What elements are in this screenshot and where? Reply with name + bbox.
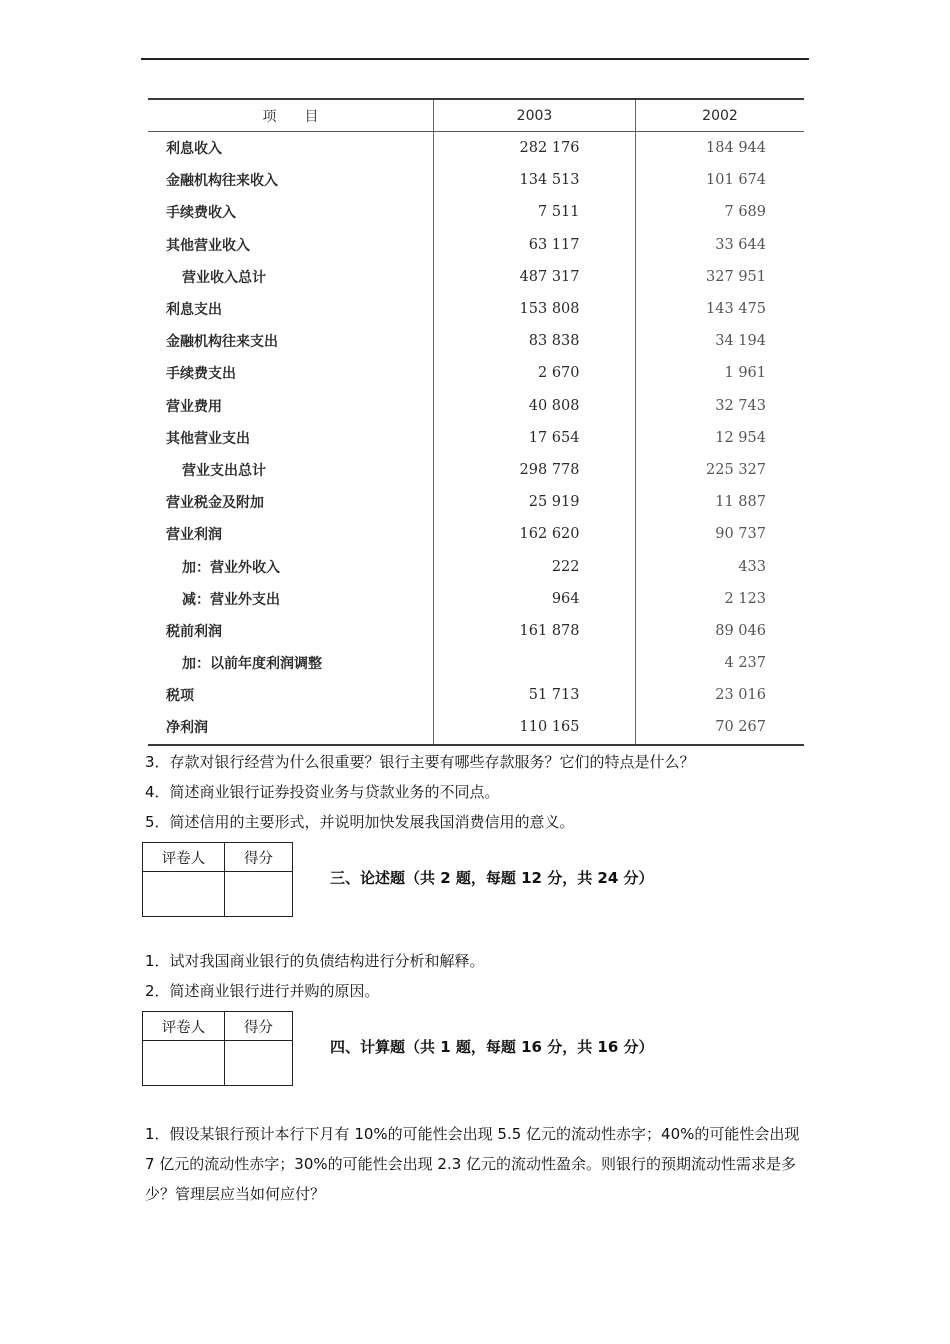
income-statement-table [148,98,804,746]
table-header-row [148,99,804,132]
value-2002: 143 475 [706,301,766,318]
table-row [148,550,804,582]
section3-question-1: 1．试对我国商业银行的负债结构进行分析和解释。 [145,952,485,970]
row-label: 加：以前年度利润调整 [182,656,322,673]
cell-2003 [434,357,636,389]
grader-label: 评卷人 [143,843,225,872]
table-row [148,261,804,293]
table-row [148,164,804,196]
cell-2002 [636,132,805,165]
cell-2002 [636,196,805,228]
cell-2003 [434,422,636,454]
table-row [148,615,804,647]
value-2002: 225 327 [706,461,766,478]
section3-question-2: 2．简述商业银行进行并购的原因。 [145,982,380,1000]
row-label: 其他营业支出 [166,430,250,447]
row-label: 其他营业收入 [166,237,250,254]
cell-2003 [434,390,636,422]
value-2003: 964 [551,590,580,607]
cell-2002 [636,615,805,647]
cell-2002 [636,679,805,711]
value-2003: 7 511 [537,204,580,221]
cell-2002 [636,229,805,261]
table-row [148,679,804,711]
value-2003: 222 [551,558,580,575]
value-2002: 2 123 [724,590,766,607]
row-label: 营业利润 [166,527,222,544]
question-4: 4．简述商业银行证券投资业务与贷款业务的不同点。 [145,783,500,801]
value-2003: 17 654 [528,429,580,446]
cell-2003 [434,454,636,486]
top-rule [141,58,809,60]
value-2002: 184 944 [706,140,766,157]
cell-2003 [434,486,636,518]
cell-2002 [636,293,805,325]
cell-2002 [636,422,805,454]
row-label: 营业支出总计 [182,462,266,479]
row-label: 手续费支出 [166,366,236,383]
grader-label: 评卷人 [143,1012,225,1041]
table-row [148,422,804,454]
value-2003: 134 513 [519,172,580,189]
value-2002: 433 [738,558,766,575]
cell-2002 [636,711,805,744]
row-label: 净利润 [148,711,434,744]
value-2002: 7 689 [724,204,766,221]
value-2003: 282 176 [519,140,580,157]
table-row [148,229,804,261]
value-2002: 33 644 [715,236,766,253]
value-2003: 83 838 [528,333,580,350]
value-2002: 32 743 [715,397,766,414]
score-label: 得分 [225,843,293,872]
cell-2003 [434,583,636,615]
value-2002: 4 237 [724,655,766,672]
table-row [148,518,804,550]
row-label: 减：营业外支出 [182,591,280,608]
cell-2002 [636,325,805,357]
score-box-section3 [142,842,293,917]
value-2003: 161 878 [519,622,580,639]
value-2003: 162 620 [519,526,580,543]
cell-2002 [636,357,805,389]
row-label: 营业费用 [166,398,222,415]
value-2003: 51 713 [528,687,580,704]
row-label: 手续费收入 [166,205,236,222]
value-2002: 34 194 [715,333,766,350]
table-row [148,132,804,165]
row-label: 营业收入总计 [182,269,266,286]
score-field [225,872,293,917]
cell-2003 [434,711,636,744]
table-row [148,293,804,325]
question-5: 5．简述信用的主要形式，并说明加快发展我国消费信用的意义。 [145,813,575,831]
value-2002: 11 887 [715,494,766,511]
table-row [148,454,804,486]
value-2002: 89 046 [715,622,766,639]
header-2003: 2003 [434,99,636,132]
row-label: 金融机构往来支出 [166,334,278,351]
value-2002: 90 737 [715,526,766,543]
cell-2002 [636,390,805,422]
value-2002: 70 267 [715,719,766,736]
header-item: 项 目 [148,99,434,132]
cell-2003 [434,229,636,261]
value-2002: 1 961 [724,365,766,382]
table-row [148,647,804,679]
cell-2003 [434,132,636,165]
cell-2002 [636,583,805,615]
cell-2003 [434,647,636,679]
cell-2003 [434,518,636,550]
cell-2003 [434,679,636,711]
table-row [148,325,804,357]
row-label: 加：营业外收入 [182,559,280,576]
cell-2003 [434,261,636,293]
table-row [148,196,804,228]
table-row [148,357,804,389]
value-2002: 101 674 [706,172,766,189]
question-3: 3．存款对银行经营为什么很重要？银行主要有哪些存款服务？它们的特点是什么？ [145,753,695,771]
row-label: 利息支出 [166,302,222,319]
section3-title: 三、论述题（共 2 题，每题 12 分，共 24 分） [330,869,654,887]
cell-2002 [636,647,805,679]
value-2002: 327 951 [706,268,766,285]
cell-2002 [636,550,805,582]
value-2002: 23 016 [715,687,766,704]
cell-2002 [636,261,805,293]
score-field [225,1041,293,1086]
cell-2003 [434,196,636,228]
cell-2002 [636,518,805,550]
section4-title: 四、计算题（共 1 题，每题 16 分，共 16 分） [330,1038,654,1056]
value-2003: 153 808 [519,301,580,318]
cell-2002 [636,164,805,196]
value-2003: 2 670 [537,365,580,382]
row-label: 金融机构往来收入 [166,173,278,190]
score-box-section4 [142,1011,293,1086]
cell-2002 [636,486,805,518]
value-2003: 110 165 [519,719,580,736]
cell-2003 [434,615,636,647]
table-row [148,711,804,744]
value-2003: 25 919 [528,494,580,511]
value-2003: 487 317 [519,268,580,285]
table-row [148,390,804,422]
cell-2003 [434,325,636,357]
cell-2003 [434,550,636,582]
score-label: 得分 [225,1012,293,1041]
header-2002: 2002 [636,99,805,132]
row-label: 税前利润 [166,623,222,640]
grader-field [143,1041,225,1086]
table-body [148,132,804,745]
value-2003: 63 117 [528,236,580,253]
table-row [148,583,804,615]
cell-2003 [434,293,636,325]
value-2002: 12 954 [715,429,766,446]
table-row [148,486,804,518]
value-2003: 298 778 [519,461,580,478]
row-label: 利息收入 [166,141,222,158]
row-label: 营业税金及附加 [166,495,264,512]
section4-question-1: 1．假设某银行预计本行下月有 10%的可能性会出现 5.5 亿元的流动性赤字；40%的可能性会出现 7 亿元的流动性赤字；30%的可能性会出现 2.3 亿元的流动性盈余。则银行的预期流动性需求是多少？管理层应当如何应付？ [145,1125,800,1203]
cell-2002 [636,454,805,486]
cell-2003 [434,164,636,196]
grader-field [143,872,225,917]
row-label: 税项 [166,688,194,705]
value-2003: 40 808 [528,397,580,414]
